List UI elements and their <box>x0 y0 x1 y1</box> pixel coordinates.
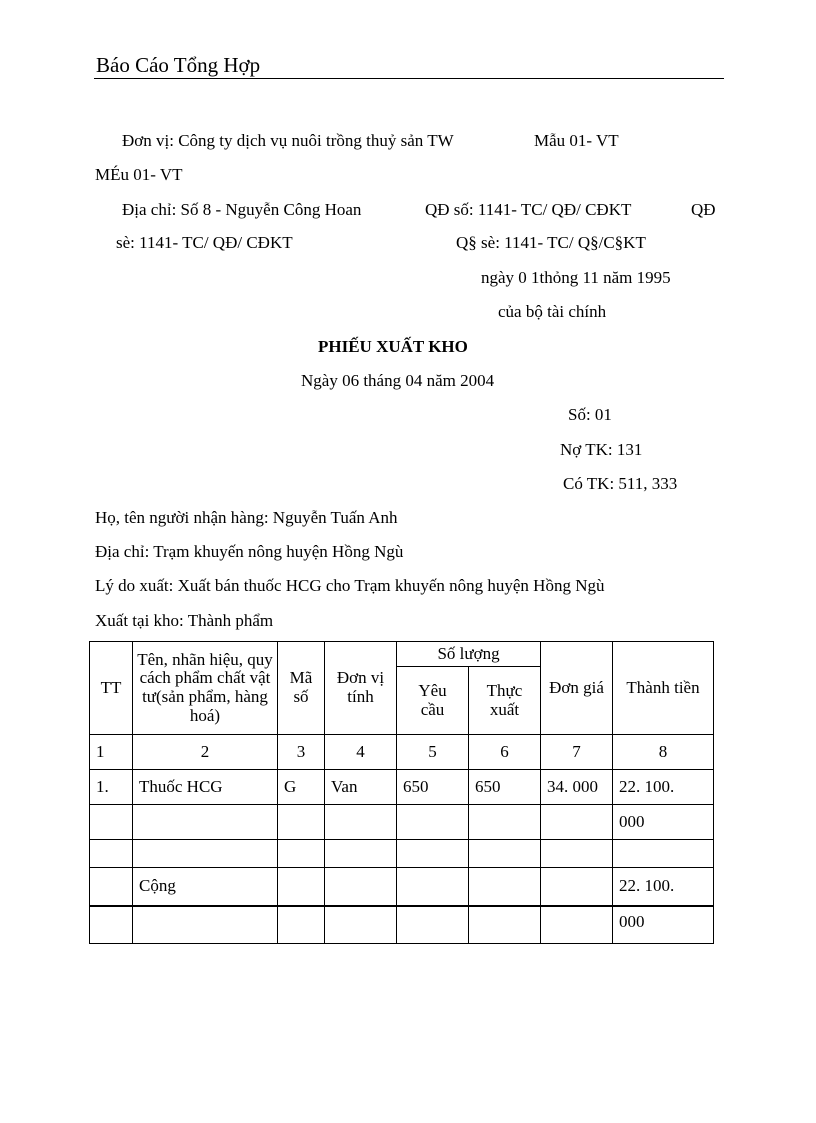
column-number: 1 <box>90 735 133 770</box>
table-row <box>90 906 714 944</box>
column-number: 2 <box>133 735 278 770</box>
header-code: Mã số <box>278 642 325 735</box>
item-amount: 22. 100. <box>613 770 714 805</box>
header-actual: Thực xuất <box>469 667 541 735</box>
voucher-date: Ngày 06 tháng 04 năm 2004 <box>301 371 495 390</box>
item-unit: Van <box>325 770 397 805</box>
decision-garbled: Q§ sè: 1141- TC/ Q§/C§KT <box>456 233 646 252</box>
issue-reason: Lý do xuất: Xuất bán thuốc HCG cho Trạm khuyến nông huyện Hồng Ngù <box>95 576 605 595</box>
column-number: 3 <box>278 735 325 770</box>
org-address: Địa chỉ: Số 8 - Nguyễn Công Hoan <box>122 200 362 219</box>
header-quantity: Số lượng <box>397 642 541 667</box>
decision-issuer: của bộ tài chính <box>498 302 607 321</box>
form-number: Mẫu 01- VT <box>534 131 619 150</box>
goods-table <box>89 641 714 944</box>
total-amount: 22. 100. <box>613 868 714 906</box>
form-number-garbled: MÉu 01- VT <box>95 165 183 184</box>
table-row <box>90 770 714 805</box>
column-number: 6 <box>469 735 541 770</box>
table-header-row <box>90 642 714 667</box>
debit-account: Nợ TK: 131 <box>560 440 643 459</box>
column-number: 8 <box>613 735 714 770</box>
warehouse: Xuất tại kho: Thành phẩm <box>95 611 274 630</box>
item-name: Thuốc HCG <box>133 770 278 805</box>
decision-number: QĐ số: 1141- TC/ QĐ/ CĐKT <box>425 200 632 219</box>
header-requested: Yêu cầu <box>397 667 469 735</box>
recipient-name: Họ, tên người nhận hàng: Nguyễn Tuấn Anh <box>95 508 398 527</box>
column-number: 7 <box>541 735 613 770</box>
item-actual: 650 <box>469 770 541 805</box>
decision-prefix: QĐ <box>691 200 716 219</box>
decision-date: ngày 0 1thỏng 11 năm 1995 <box>481 268 671 287</box>
table-row <box>90 840 714 868</box>
header-item-name: Tên, nhãn hiệu, quy cách phẩm chất vật tư(sản phẩm, hàng hoá) <box>133 642 278 735</box>
item-code: G <box>278 770 325 805</box>
header-unit-price: Đơn giá <box>541 642 613 735</box>
column-number: 5 <box>397 735 469 770</box>
item-requested: 650 <box>397 770 469 805</box>
recipient-address: Địa chỉ: Trạm khuyến nông huyện Hồng Ngù <box>95 542 404 561</box>
table-row <box>90 805 714 840</box>
voucher-title: PHIẾU XUẤT KHO <box>318 337 468 356</box>
column-number-row <box>90 735 714 770</box>
header-amount: Thành tiền <box>613 642 714 735</box>
credit-account: Có TK: 511, 333 <box>563 474 678 493</box>
item-tt: 1. <box>90 770 133 805</box>
decision-wrap: sè: 1141- TC/ QĐ/ CĐKT <box>116 233 293 252</box>
item-amount-wrap: 000 <box>613 805 714 840</box>
header-tt: TT <box>90 642 133 735</box>
header-unit: Đơn vị tính <box>325 642 397 735</box>
column-number: 4 <box>325 735 397 770</box>
report-title: Báo Cáo Tổng Hợp <box>96 53 261 77</box>
header-divider <box>94 78 724 79</box>
voucher-number: Số: 01 <box>568 405 612 424</box>
org-unit: Đơn vị: Công ty dịch vụ nuôi trồng thuỷ sản TW <box>122 131 454 150</box>
total-amount-wrap: 000 <box>613 906 714 944</box>
total-label: Cộng <box>133 868 278 906</box>
item-price: 34. 000 <box>541 770 613 805</box>
total-row <box>90 868 714 906</box>
